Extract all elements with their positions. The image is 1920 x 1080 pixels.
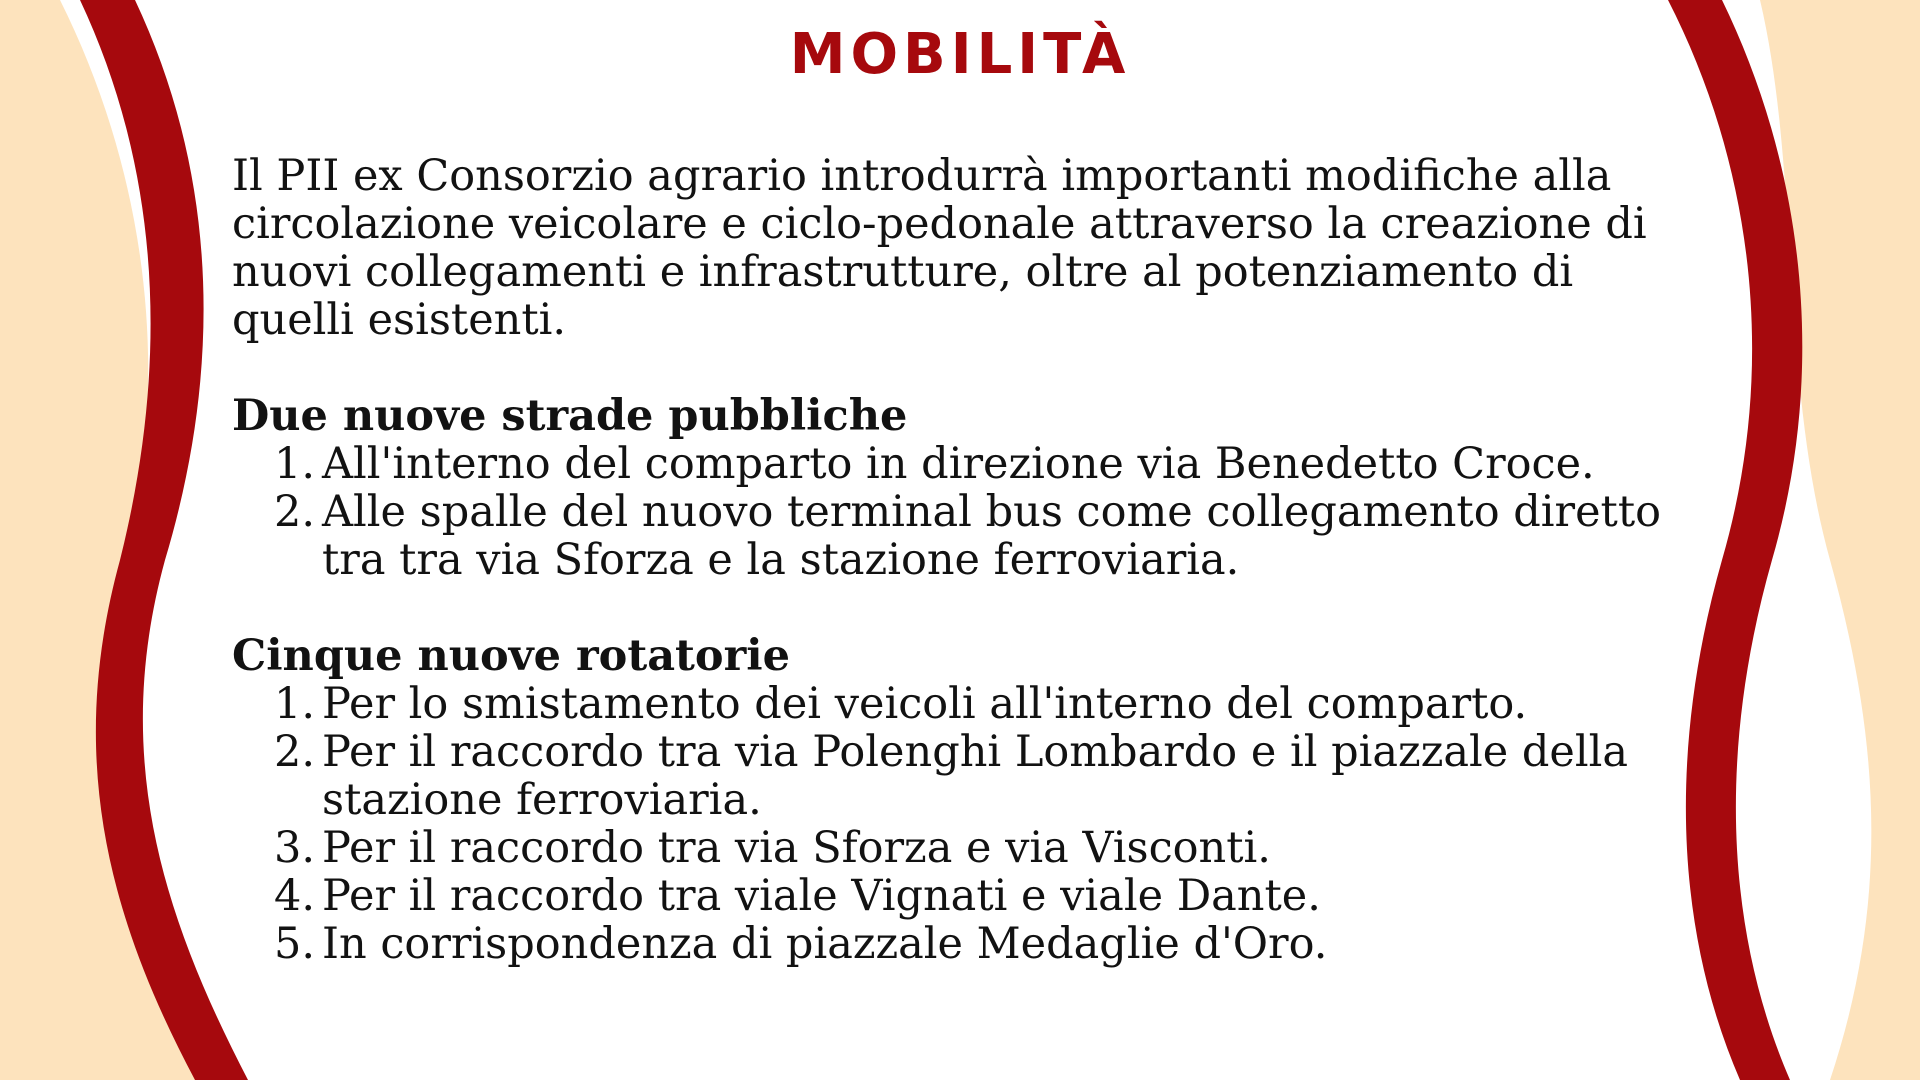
list-item: [232, 488, 1682, 584]
list-item: [232, 680, 1682, 728]
list-number: 2.: [274, 487, 316, 537]
main-content: [232, 152, 1682, 968]
roads-list: [232, 440, 1682, 584]
list-item: [232, 872, 1682, 920]
section-heading: Cinque nuove rotatorie: [232, 631, 790, 681]
roundabouts-list: [232, 680, 1682, 968]
list-text: Per il raccordo tra viale Vignati e viale Dante.: [322, 871, 1321, 921]
list-number: 1.: [274, 439, 316, 489]
list-text: All'interno del comparto in direzione via Benedetto Croce.: [322, 439, 1595, 489]
intro-paragraph: Il PII ex Consorzio agrario introdurrà importanti modifiche alla circolazione veicolare e ciclo-pedonale attraverso la creazione di nuovi collegamenti e infrastrutture, oltre al potenziamento di quelli esistenti.: [232, 151, 1647, 345]
right-red-wave: [1668, 0, 1802, 1080]
list-item: [232, 824, 1682, 872]
section-heading: Due nuove strade pubbliche: [232, 391, 908, 441]
list-number: 5.: [274, 919, 316, 969]
list-text: Per il raccordo tra via Polenghi Lombardo e il piazzale della stazione ferroviaria.: [322, 727, 1628, 825]
list-item: [232, 920, 1682, 968]
page-title: MOBILITÀ: [789, 22, 1131, 87]
section-new-roads: [232, 392, 1682, 584]
list-text: Per lo smistamento dei veicoli all'interno del comparto.: [322, 679, 1528, 729]
list-number: 1.: [274, 679, 316, 729]
list-text: Alle spalle del nuovo terminal bus come collegamento diretto tra tra via Sforza e la stazione ferroviaria.: [322, 487, 1661, 585]
list-text: Per il raccordo tra via Sforza e via Visconti.: [322, 823, 1271, 873]
list-text: In corrispondenza di piazzale Medaglie d'Oro.: [322, 919, 1328, 969]
section-roundabouts: [232, 632, 1682, 968]
list-number: 3.: [274, 823, 316, 873]
list-number: 2.: [274, 727, 316, 777]
list-item: [232, 728, 1682, 824]
list-item: [232, 440, 1682, 488]
right-cream-wave: [1760, 0, 1920, 1080]
list-number: 4.: [274, 871, 316, 921]
